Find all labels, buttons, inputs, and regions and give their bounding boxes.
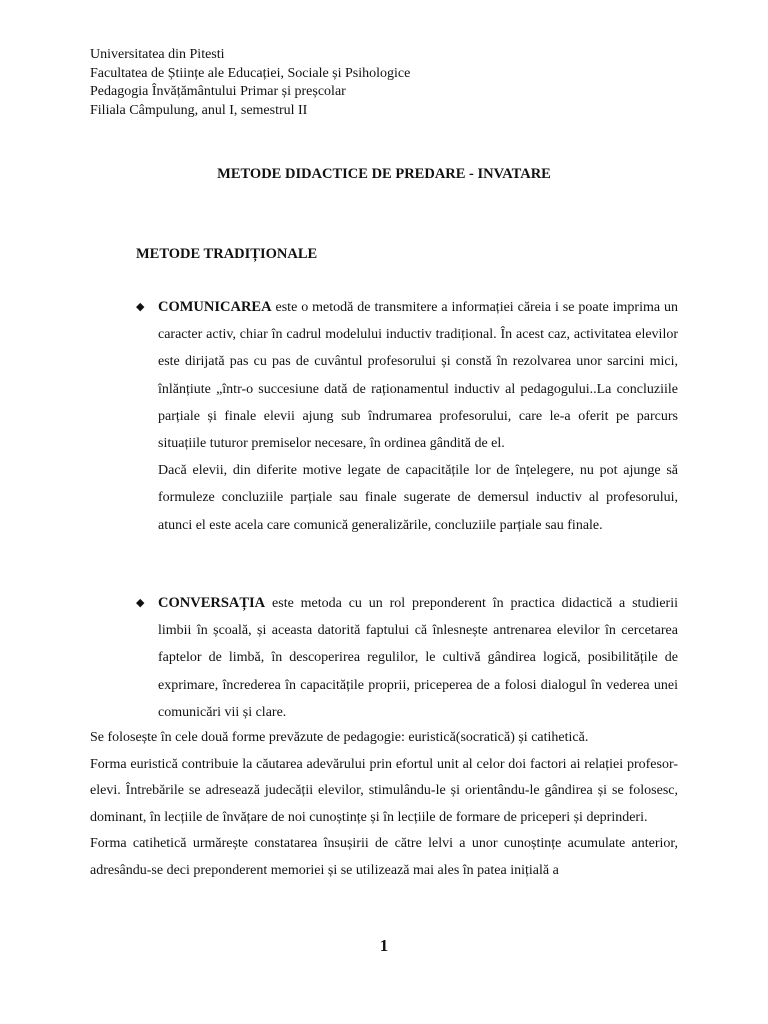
- header-branch: Filiala Câmpulung, anul I, semestrul II: [90, 102, 308, 118]
- bullet-text: este metoda cu un rol preponderent în practica didactică a studierii limbii în școală, și aceasta datorită faptului că înlesnește antrenarea elevilor în cercetarea faptelor de limbă, în descoperirea regulilor, le cultivă gândirea logică, posibilitățile de exprimare, încrederea în capacitățile proprii, priceperea de a folosi dialogul în vederea unei comunicări vii și clare.: [158, 596, 678, 720]
- header-program: Pedagogia Învățământului Primar și preșcolar: [90, 84, 346, 99]
- bullet-term: COMUNICAREA: [158, 299, 272, 315]
- bullet-paragraph: [158, 590, 678, 726]
- body-paragraph: Se folosește în cele două forme prevăzute de pedagogie: euristică(socratică) și catihetică.: [90, 730, 589, 745]
- institution-header: [90, 46, 410, 120]
- header-faculty: Facultatea de Științe ale Educației, Sociale și Psihologice: [90, 65, 411, 81]
- bullet-term: CONVERSAȚIA: [158, 595, 266, 611]
- document-title: METODE DIDACTICE DE PREDARE - INVATARE: [217, 166, 551, 182]
- body-paragraph: Forma euristică contribuie la căutarea adevărului prin efortul unit al celor doi factori ai relației profesor-elevi. Întrebările se adresează judecății elevilor, stimulându-le și orientându-le gândirea și se folosesc, dominant, în lecțiile de învățare de noi cunoștințe și în lecțiile de formare de priceperi și deprinderi.: [90, 756, 678, 825]
- diamond-bullet-icon: ◆: [136, 597, 145, 609]
- section-title: METODE TRADIȚIONALE: [136, 246, 318, 262]
- header-university: Universitatea din Pitesti: [90, 47, 225, 62]
- page-number: 1: [379, 936, 389, 955]
- bullet-text: este o metodă de transmitere a informației căreia i se poate imprima un caracter activ, chiar în cadrul modelului inductiv tradițional. În acest caz, activitatea elevilor este dirijată pas cu pas de cuvântul profesorului și constă în rezolvarea unor sarcini mici, înlănțiute „într-o succesiune dată de raționamentul inductiv al pedagogului..La concluziile parțiale și finale elevii ajung sub îndrumarea profesorului, care le-a oferit pe parcurs situațiile tuturor premiselor necesare, în ordinea gândită de el.: [158, 300, 678, 452]
- bullet-comunicarea: [136, 294, 678, 539]
- body-text: [90, 725, 678, 884]
- bullet-paragraph-continued: Dacă elevii, din diferite motive legate de capacitățile lor de înțelegere, nu pot ajunge să formuleze concluziile parțiale sau finale sugerate de demersul inductiv al profesorului, atunci el este acela care comunică generalizările, concluziile parțiale sau finale.: [158, 463, 678, 533]
- bullet-paragraph: [158, 294, 678, 457]
- body-paragraph: Forma catihetică urmărește constatarea însușirii de către lelvi a unor cunoștințe acumulate anterior, adresându-se deci preponderent memoriei și se utilizează mai ales în patea inițială a: [90, 836, 678, 878]
- diamond-bullet-icon: ◆: [136, 301, 145, 313]
- bullet-conversatia: [136, 590, 678, 726]
